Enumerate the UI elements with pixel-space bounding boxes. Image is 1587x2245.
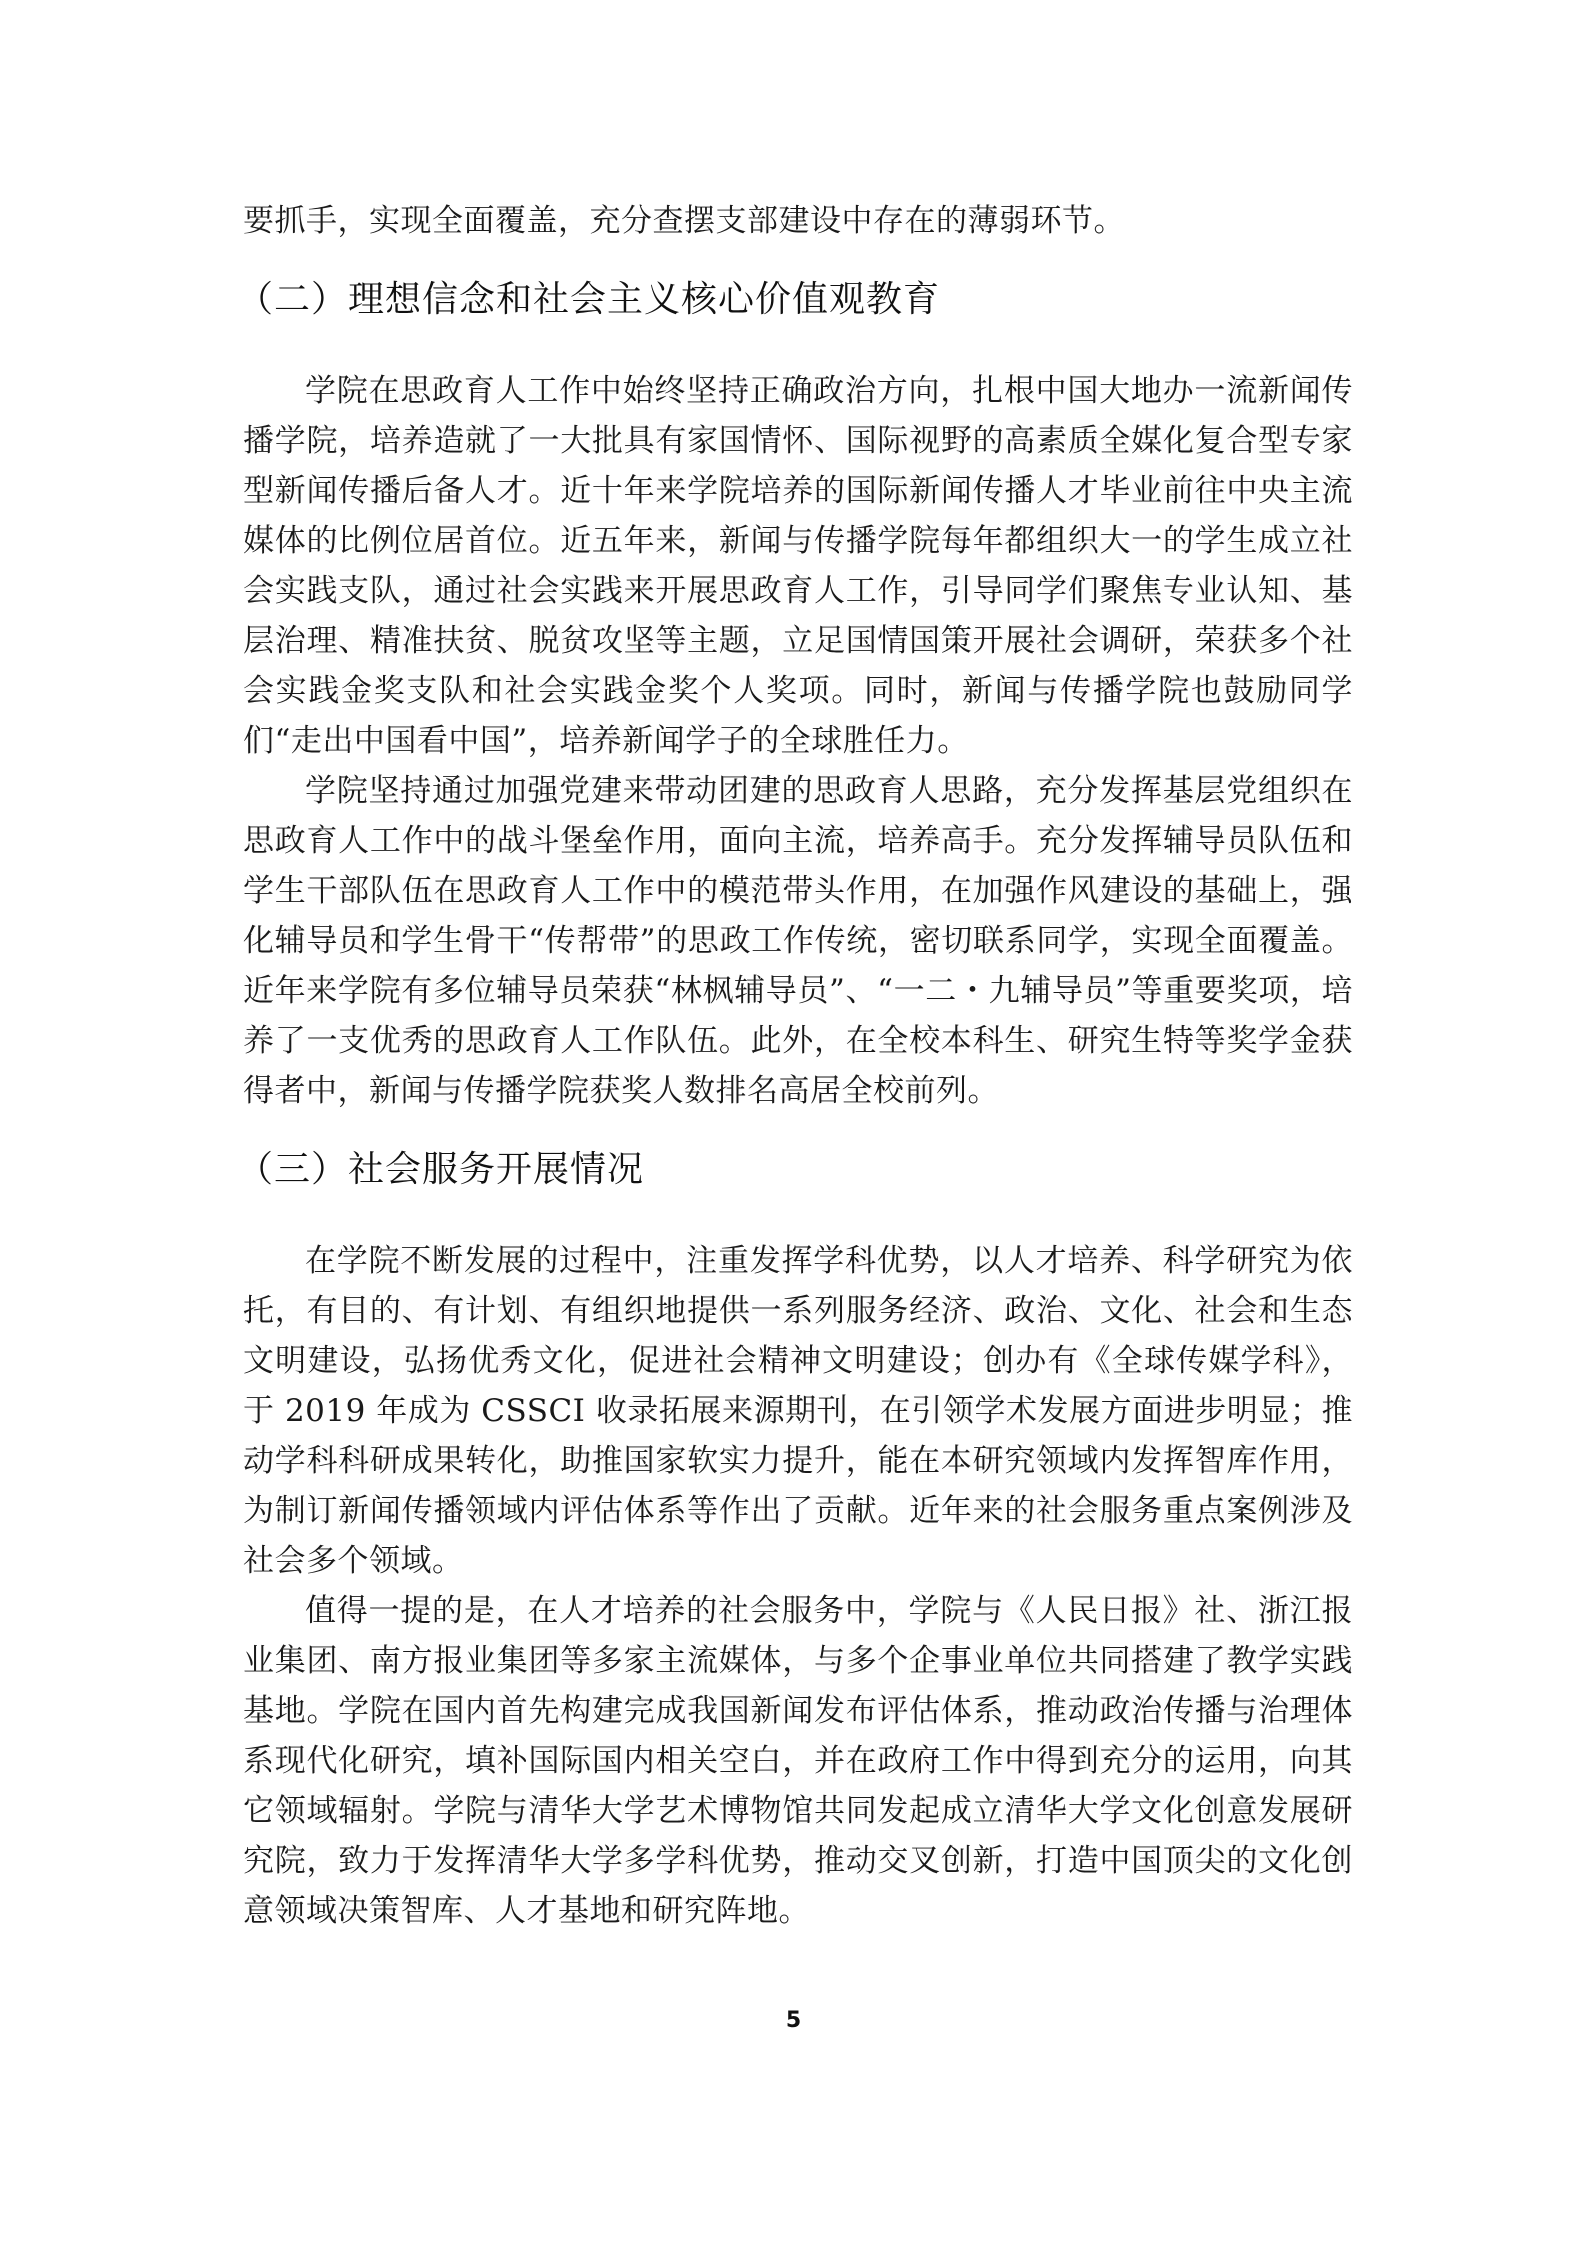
paragraph-ideology-education-2: 学院坚持通过加强党建来带动团建的思政育人思路，充分发挥基层党组织在思政育人工作中的战斗堡垒作用，面向主流，培养高手。充分发挥辅导员队伍和学生干部队伍在思政育人工作中的模范带头作用，在加强作风建设的基础上，强化辅导员和学生骨干“传帮带”的思政工作传统，密切联系同学，实现全面覆盖。近年来学院有多位辅导员荣获“林枫辅导员”、“一二・九辅导员”等重要奖项，培养了一支优秀的思政育人工作队伍。此外，在全校本科生、研究生特等奖学金获得者中，新闻与传播学院获奖人数排名高居全校前列。 [243,773,1353,1109]
page-content [237,196,1353,1936]
section-heading-ideals-education: （二）理想信念和社会主义核心价值观教育 [237,279,941,320]
paragraph-ideology-education-1: 学院在思政育人工作中始终坚持正确政治方向，扎根中国大地办一流新闻传播学院，培养造就了一大批具有家国情怀、国际视野的高素质全媒化复合型专家型新闻传播后备人才。近十年来学院培养的国际新闻传播人才毕业前往中央主流媒体的比例位居首位。近五年来，新闻与传播学院每年都组织大一的学生成立社会实践支队，通过社会实践来开展思政育人工作，引导同学们聚焦专业认知、基层治理、精准扶贫、脱贫攻坚等主题，立足国情国策开展社会调研，荣获多个社会实践金奖支队和社会实践金奖个人奖项。同时，新闻与传播学院也鼓励同学们“走出中国看中国”，培养新闻学子的全球胜任力。 [243,373,1353,759]
paragraph-social-service-2: 值得一提的是，在人才培养的社会服务中，学院与《人民日报》社、浙江报业集团、南方报业集团等多家主流媒体，与多个企事业单位共同搭建了教学实践基地。学院在国内首先构建完成我国新闻发布评估体系，推动政治传播与治理体系现代化研究，填补国际国内相关空白，并在政府工作中得到充分的运用，向其它领域辐射。学院与清华大学艺术博物馆共同发起成立清华大学文化创意发展研究院，致力于发挥清华大学多学科优势，推动交叉创新，打造中国顶尖的文化创意领域决策智库、人才基地和研究阵地。 [243,1593,1353,1929]
paragraph-social-service-1: 在学院不断发展的过程中，注重发挥学科优势，以人才培养、科学研究为依托，有目的、有计划、有组织地提供一系列服务经济、政治、文化、社会和生态文明建设，弘扬优秀文化，促进社会精神文明建设；创办有《全球传媒学科》，于 2019 年成为 CSSCI 收录拓展来源期刊，在引领学术发展方面进步明显；推动学科科研成果转化，助推国家软实力提升，能在本研究领域内发挥智库作用，为制订新闻传播领域内评估体系等作出了贡献。近年来的社会服务重点案例涉及社会多个领域。 [243,1243,1353,1579]
continuation-paragraph: 要抓手，实现全面覆盖，充分查摆支部建设中存在的薄弱环节。 [243,203,1125,239]
section-heading-social-service: （三）社会服务开展情况 [237,1149,645,1190]
page-number: 5 [785,2008,802,2033]
